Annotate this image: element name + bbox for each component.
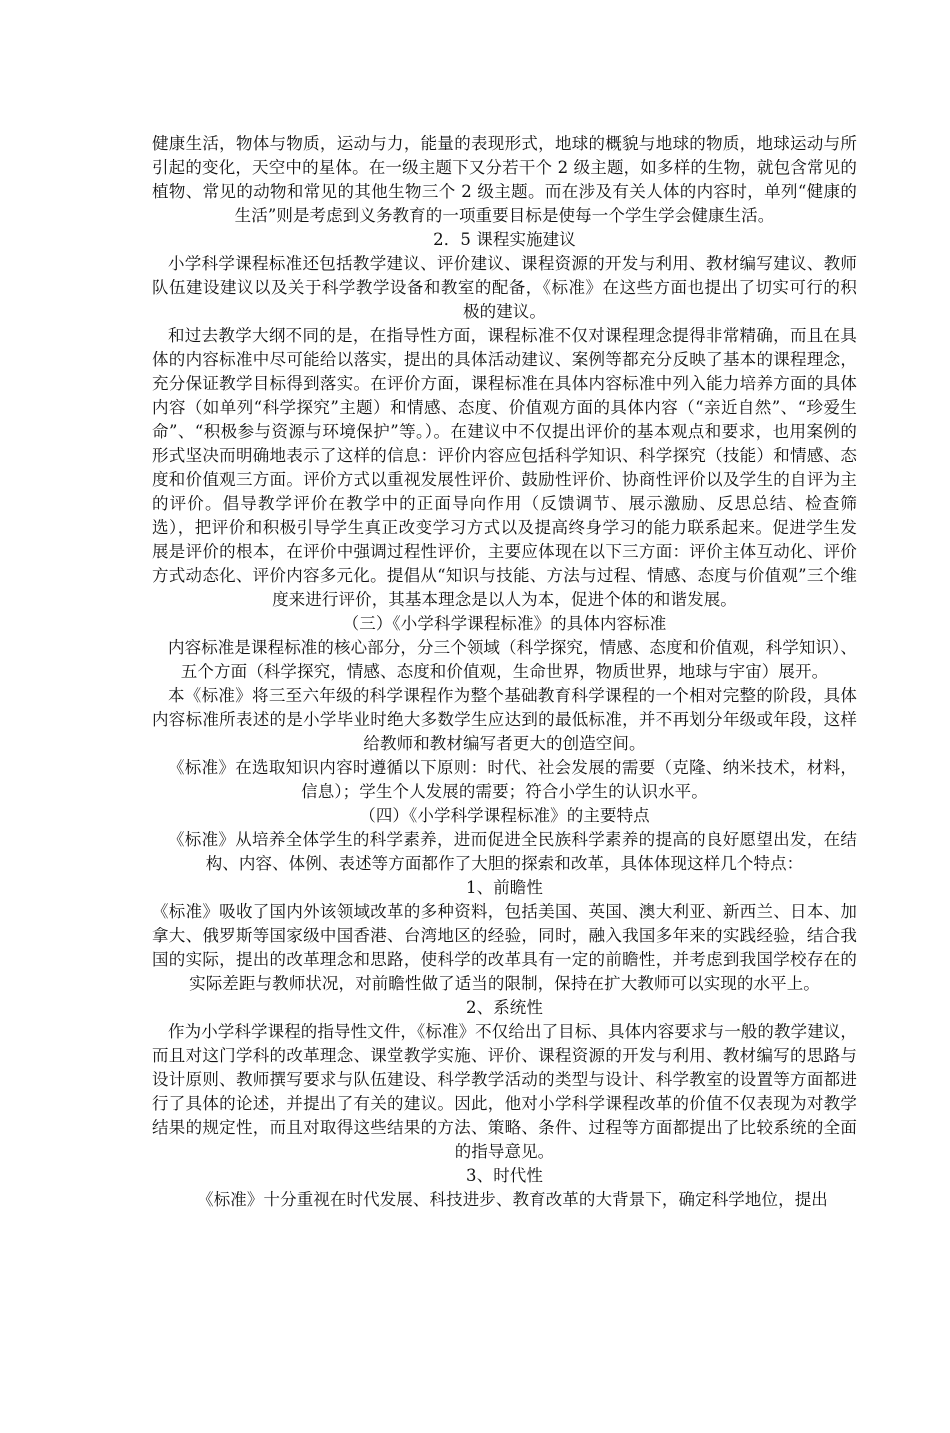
- paragraph-contemporary: 《标准》十分重视在时代发展、科技进步、教育改革的大背景下，确定科学地位，提出: [197, 1190, 828, 1209]
- paragraph-evaluation: 和过去教学大纲不同的是，在指导性方面，课程标准不仅对课程理念提得非常精确，而且在具体的内容标准中尽可能给以落实，提出的具体活动建议、案例等都充分反映了基本的课程理念，充分保证教学目标得到落实。在评价方面，课程标准在具体内容标准中列入能力培养方面的具体内容（如单列“科学探究”主题）和情感、态度、价值观方面的具体内容（“亲近自然”、“珍爱生命”、“积极参与资源与环境保护”等。）。在建议中不仅提出评价的基本观点和要求，也用案例的形式坚决而明确地表示了这样的信息：评价内容应包括科学知识、科学探究（技能）和情感、态度和价值观三方面。评价方式以重视发展性评价、鼓励性评价、协商性评价以及学生的自评为主的评价。倡导教学评价在教学中的正面导向作用（反馈调节、展示激励、反思总结、检查筛选），把评价和积极引导学生真正改变学习方式以及提高终身学习的能力联系起来。促进学生发展是评价的根本，在评价中强调过程性评价，主要应体现在以下三方面：评价主体互动化、评价方式动态化、评价内容多元化。提倡从“知识与技能、方法与过程、情感、态度与价值观”三个维度来进行评价，其基本理念是以人为本，促进个体的和谐发展。: [152, 326, 857, 609]
- paragraph-content-core: 内容标准是课程标准的核心部分，分三个领域（科学探究，情感、态度和价值观，科学知识）、五个方面（科学探究，情感、态度和价值观，生命世界，物质世界，地球与宇宙）展开。: [168, 638, 857, 681]
- paragraph-features-intro: 《标准》从培养全体学生的科学素养，进而促进全民族科学素养的提高的良好愿望出发，在结构、内容、体例、表述等方面都作了大胆的探索和改革，具体体现这样几个特点：: [168, 830, 857, 873]
- heading-forward-looking: 1、前瞻性: [466, 878, 543, 897]
- paragraph-grade-stage: 本《标准》将三至六年级的科学课程作为整个基础教育科学课程的一个相对完整的阶段，具体内容标准所表述的是小学毕业时绝大多数学生应达到的最低标准，并不再划分年级或年段，这样给教师和教材编写者更大的创造空间。: [152, 686, 857, 753]
- paragraph-systematic: 作为小学科学课程的指导性文件，《标准》不仅给出了目标、具体内容要求与一般的教学建议，而且对这门学科的改革理念、课堂教学实施、评价、课程资源的开发与利用、教材编写的思路与设计原则、教师撰写要求与队伍建设、科学教学活动的类型与设计、科学教室的设置等方面都进行了具体的论述，并提出了有关的建议。因此，他对小学科学课程改革的价值不仅表现为对教学结果的规定性，而且对取得这些结果的方法、策略、条件、过程等方面都提出了比较系统的全面的指导意见。: [152, 1022, 857, 1161]
- heading-content-standards: （三）《小学科学课程标准》的具体内容标准: [342, 614, 667, 633]
- heading-implementation-suggestions: 2．5 课程实施建议: [433, 230, 576, 249]
- paragraph-health-topics: 健康生活，物体与物质，运动与力，能量的表现形式，地球的概貌与地球的物质，地球运动与所引起的变化，天空中的星体。在一级主题下又分若干个 2 级主题，如多样的生物，就包含常见的植物、常见的动物和常见的其他生物三个 2 级主题。而在涉及有关人体的内容时，单列“健康的生活”则是考虑到义务教育的一项重要目标是使每一个学生学会健康生活。: [152, 134, 857, 225]
- paragraph-standard-suggestions: 小学科学课程标准还包括教学建议、评价建议、课程资源的开发与利用、教材编写建议、教师队伍建设建议以及关于科学教学设备和教室的配备，《标准》在这些方面也提出了切实可行的积极的建议。: [152, 254, 857, 321]
- heading-main-features: （四）《小学科学课程标准》的主要特点: [359, 806, 650, 825]
- heading-contemporary: 3、时代性: [466, 1166, 543, 1185]
- paragraph-forward-looking: 《标准》吸收了国内外该领域改革的多种资料，包括美国、英国、澳大利亚、新西兰、日本、加拿大、俄罗斯等国家级中国香港、台湾地区的经验，同时，融入我国多年来的实践经验，结合我国的实际，提出的改革理念和思路，使科学的改革具有一定的前瞻性，并考虑到我国学校存在的实际差距与教师状况，对前瞻性做了适当的限制，保持在扩大教师可以实现的水平上。: [152, 902, 857, 993]
- paragraph-selection-principles: 《标准》在选取知识内容时遵循以下原则：时代、社会发展的需要（克隆、纳米技术，材料，信息）；学生个人发展的需要；符合小学生的认识水平。: [168, 758, 857, 801]
- heading-systematic: 2、系统性: [466, 998, 543, 1017]
- document-body: [152, 132, 857, 1212]
